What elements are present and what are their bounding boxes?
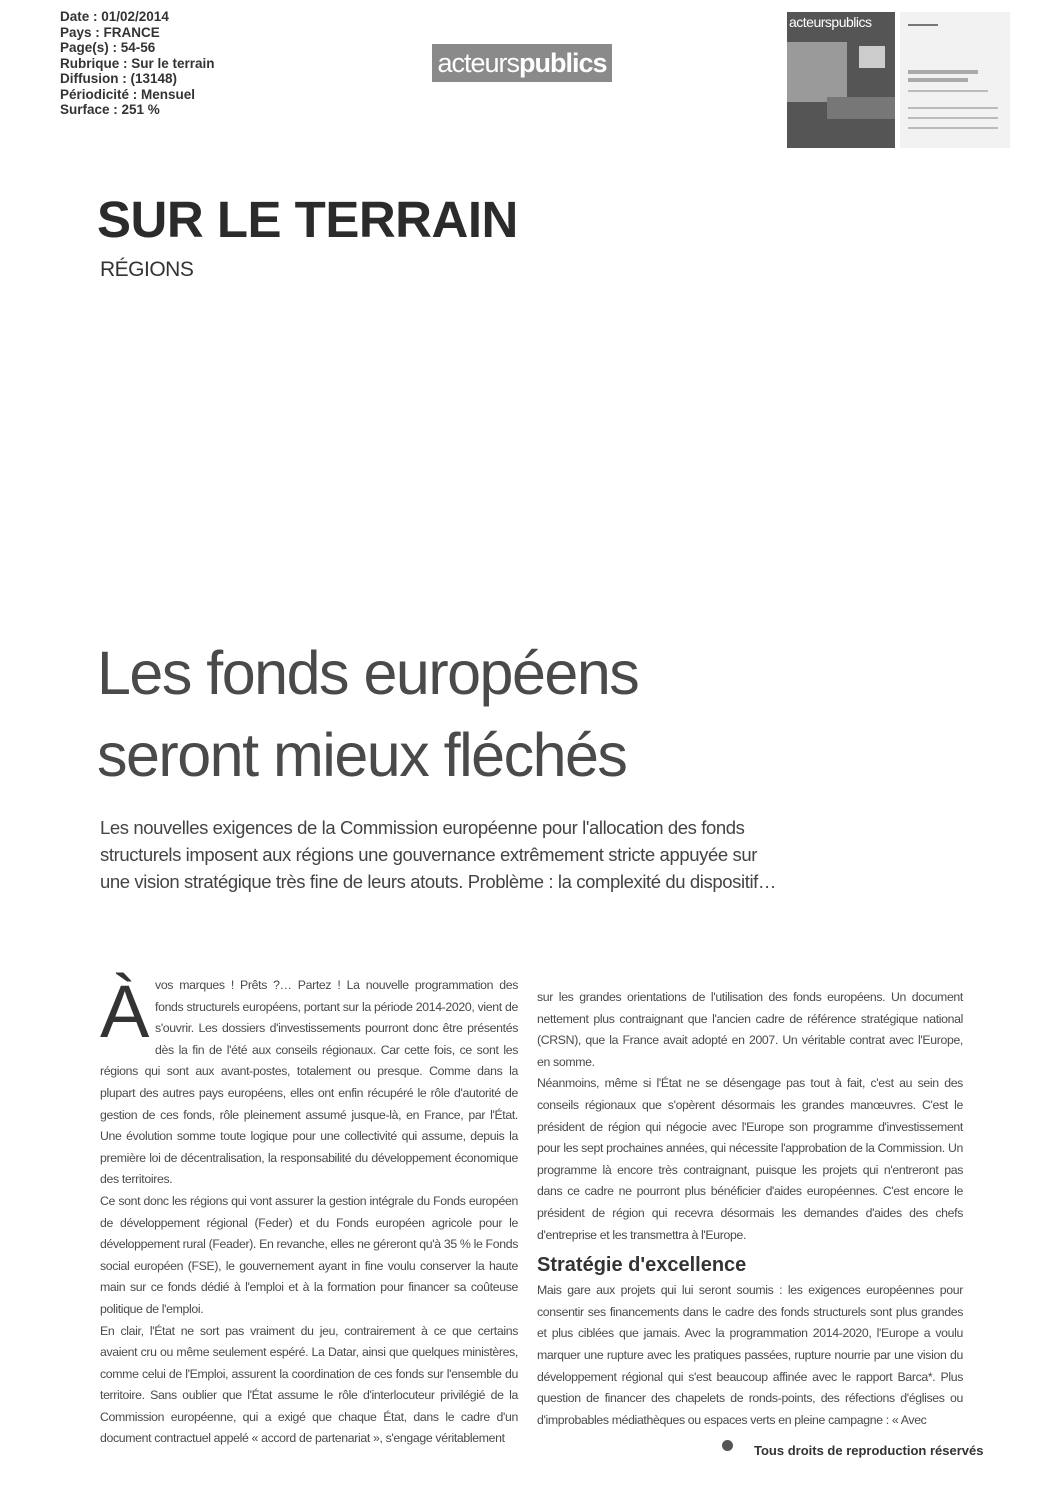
body-paragraph: Mais gare aux projets qui lui seront soumis : les exigences européennes pour consentir ses financements dans le cadre des fonds structurels sont plus grandes et plus ciblées que jamais. Avec la programmation 2014-2020, l'Europe a voulu marquer une rupture avec les pratiques passées, rupture nourrie par une vision du développement régional qui s'est beaucoup affinée avec le rapport Barca*. Plus question de financer des chapelets de ronds-points, des réfections d'églises ou d'improbables médiathèques ou espaces verts en pleine campagne : « Avec [537,1283,963,1427]
meta-surface: Surface : 251 % [60,102,160,117]
cover-band [827,97,895,119]
body-column-right [537,987,963,1431]
logo-part1: acteurs [437,48,520,78]
cover-photo [859,46,885,68]
drop-cap: À [100,970,150,1053]
meta-country: Pays : FRANCE [60,24,160,40]
subsection-title: RÉGIONS [100,258,194,281]
body-paragraph: Néanmoins, même si l'État ne se désengage pas tout à fait, c'est au sein des conseils régionaux que s'opèrent désormais les grandes manœuvres. C'est le président de région qui négocie avec l'Europe son programme d'investissement pour les sept prochaines années, qui nécessite l'approbation de la Commission. Un programme là encore très contraignant, puisque les projets qui n'entreront pas dans ce cadre ne pourront plus bénéficier d'aides européennes. C'est encore le président de région qui recevra désormais les demandes d'aides des chefs d'entreprise et les transmettra à l'Europe. [537,1076,963,1242]
body-column-left [100,970,518,1450]
magazine-cover-thumbnail [787,12,895,148]
copyright-footer [722,1443,983,1458]
cover-illustration [787,42,847,102]
meta-rubric: Rubrique : Sur le terrain [60,55,215,71]
meta-circulation: Diffusion : (13148) [60,71,178,86]
meta-periodicity: Périodicité : Mensuel [60,86,196,102]
body-paragraph: Ce sont donc les régions qui vont assurer la gestion intégrale du Fonds européen de développement régional (Feder) et du Fonds européen agricole pour le développement rural (Feader). En revanche, elles ne géreront qu'à 35 % le Fonds social européen (FSE), le gouvernement ayant in fine voulu conserver la haute main sur ce fonds dédié à l'emploi et à la formation pour financer sa coûteuse politique de l'emploi. [100,1193,518,1316]
body-paragraph [100,970,518,1191]
paragraph-text: vos marques ! Prêts ?… Partez ! La nouvelle programmation des fonds structurels européens, portant sur la période 2014-2020, vient de s'ouvrir. Les dossiers d'investissements pourront donc être présentés dès la fin de l'été aux conseils régionaux. Car cette fois, ce sont les régions qui sont aux avant-postes, totalement ou presque. Comme dans la plupart des autres pays européens, elles ont enfin récupéré le rôle d'autorité de gestion de ces fonds, rôle pleinement assumé jusque-là, en France, par l'État. Une évolution somme toute logique pour une collectivité qui assume, depuis la première loi de décentralisation, la responsabilité du développement économique des territoires. [100,978,518,1187]
section-heading: Stratégie d'excellence [537,1254,747,1277]
article-headline [97,632,638,796]
article-standfirst: Les nouvelles exigences de la Commission européenne pour l'allocation des fonds structurels imposent aux régions une gouvernance extrêmement stricte appuyée sur une vision stratégique très fine de leurs atouts. Problème : la complexité du dispositif… [100,817,776,892]
page-thumbnail [787,12,1012,148]
meta-pages: Page(s) : 54-56 [60,40,156,55]
headline-line-1: Les fonds européens [97,639,639,707]
body-paragraph: sur les grandes orientations de l'utilisation des fonds européens. Un document nettement plus contraignant que l'ancien cadre de référence stratégique national (CRSN), que la France avait adopté en 2007. Un véritable contrat avec l'Europe, en somme. [537,990,963,1069]
meta-date: Date : 01/02/2014 [60,9,169,24]
article-page-thumbnail [900,12,1010,148]
logo-part2: publics [519,48,607,78]
cover-title: acteurspublics [789,14,872,30]
headline-line-2: seront mieux fléchés [97,721,627,789]
footer-text: Tous droits de reproduction réservés [754,1443,984,1458]
body-paragraph: En clair, l'État ne sort pas vraiment du jeu, contrairement à ce que certains avaient cru ou même seulement espéré. La Datar, ainsi que quelques ministères, comme celui de l'Emploi, assurent la coordination de ces fonds sur l'ensemble du territoire. Sans oublier que l'État assume le rôle d'interlocuteur privilégié de la Commission européenne, qui a exigé que chaque État, dans le cadre d'un document contractuel appelé « accord de partenariat », s'engage véritablement [100,1323,518,1446]
press-metadata [60,9,215,118]
section-title: SUR LE TERRAIN [97,191,518,248]
publication-logo [432,44,612,82]
